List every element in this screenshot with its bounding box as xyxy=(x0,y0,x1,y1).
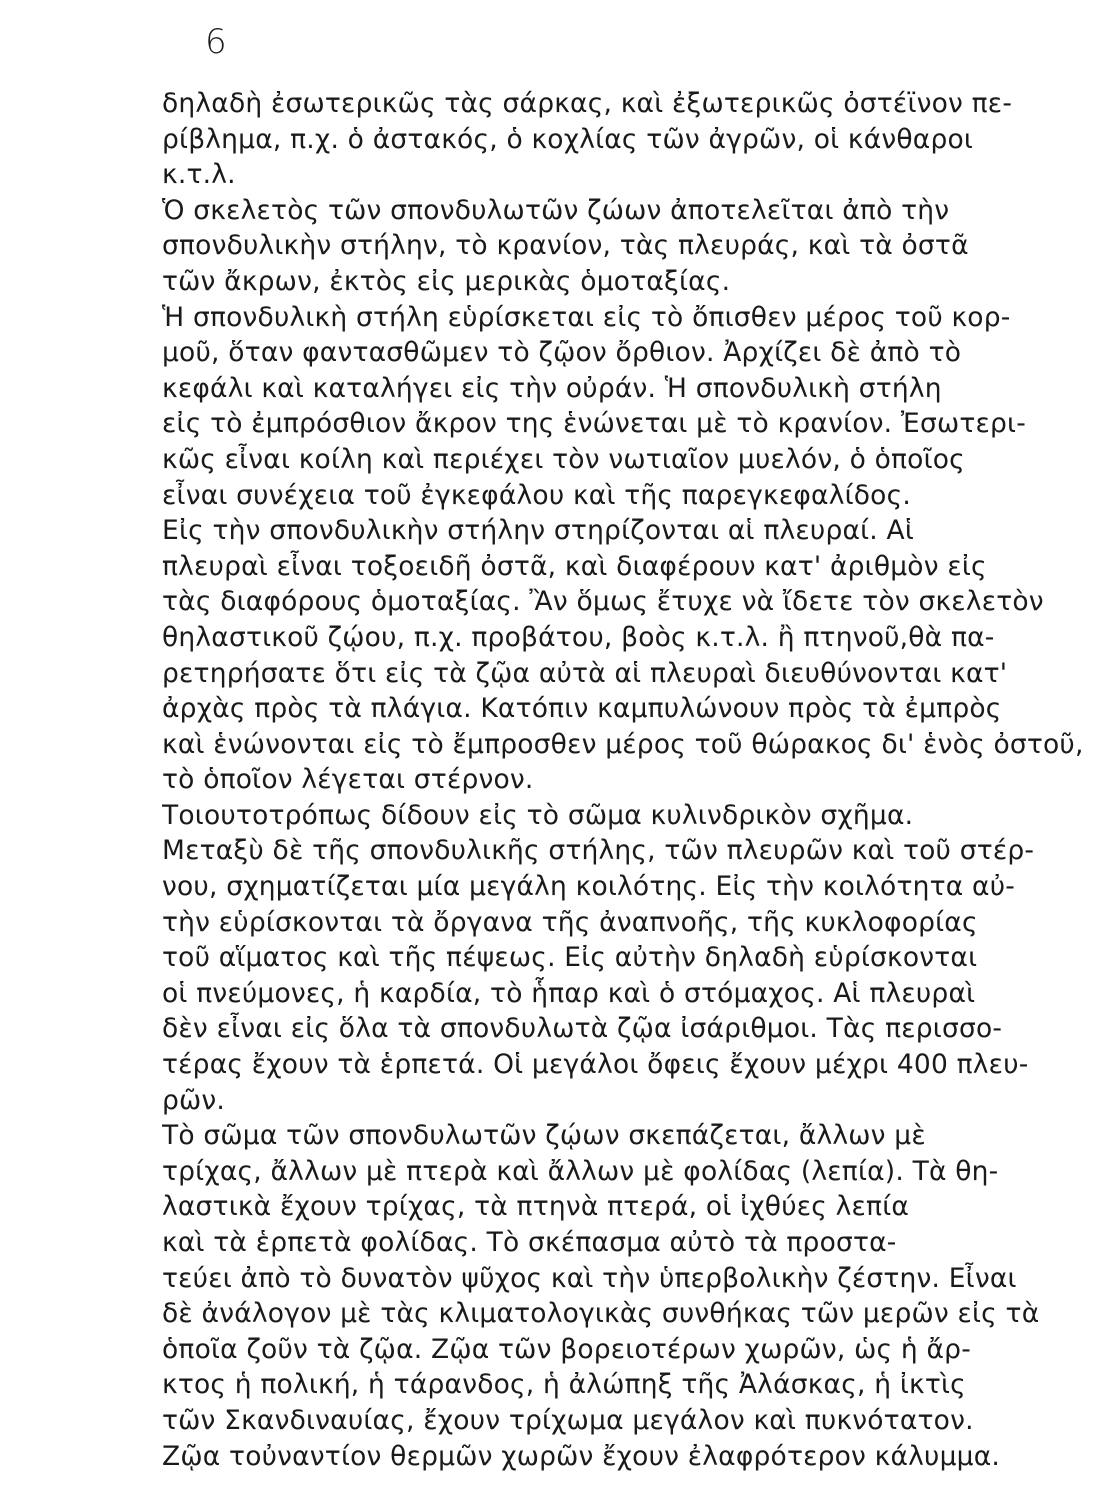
text-line: τέρας ἔχουν τὰ ἑρπετά. Οἱ μεγάλοι ὄφεις ἔχουν μέχρι 400 πλευ- xyxy=(162,1049,1029,1081)
text-line: τῶν ἄκρων, ἐκτὸς εἰς μερικὰς ὁμοταξίας. xyxy=(162,265,731,297)
text-line: Μεταξὺ δὲ τῆς σπονδυλικῆς στήλης, τῶν πλευρῶν καὶ τοῦ στέρ- xyxy=(162,835,1035,867)
text-line: τῶν Σκανδιναυίας, ἔχουν τρίχωμα μεγάλον καὶ πυκνότατον. xyxy=(162,1404,974,1436)
text-line: τὴν εὑρίσκονται τὰ ὄργανα τῆς ἀναπνοῆς, τῆς κυκλοφορίας xyxy=(162,906,978,938)
text-line: τοῦ αἵματος καὶ τῆς πέψεως. Εἰς αὐτὴν δηλαδὴ εὑρίσκονται xyxy=(162,942,978,974)
text-line: δὲν εἶναι εἰς ὅλα τὰ σπονδυλωτὰ ζῷα ἰσάριθμοι. Τὰς περισσο- xyxy=(162,1013,1003,1045)
text-line: Τοιουτοτρόπως δίδουν εἰς τὸ σῶμα κυλινδρικὸν σχῆμα. xyxy=(162,799,914,831)
text-line: δηλαδὴ ἐσωτερικῶς τὰς σάρκας, καὶ ἐξωτερικῶς ὀστέϊνον πε- xyxy=(162,88,1013,119)
text-line: Εἰς τὴν σπονδυλικὴν στήλην στηρίζονται αἱ πλευραί. Αἱ xyxy=(162,515,915,547)
text-line: νου, σχηματίζεται μία μεγάλη κοιλότης. Εἰς τὴν κοιλότητα αὐ- xyxy=(162,871,1016,903)
text-line: Ζῷα τοὐναντίον θερμῶν χωρῶν ἔχουν ἐλαφρότερον κάλυμμα. xyxy=(162,1440,1000,1472)
text-line: καὶ τὰ ἑρπετὰ φολίδας. Τὸ σκέπασμα αὐτὸ τὰ προστα- xyxy=(162,1227,897,1258)
text-line: σπονδυλικὴν στήλην, τὸ κρανίον, τὰς πλευράς, καὶ τὰ ὀστᾶ xyxy=(162,230,969,262)
text-line: λαστικὰ ἔχουν τρίχας, τὰ πτηνὰ πτερά, οἱ ἰχθύες λεπία xyxy=(162,1191,910,1223)
text-line: εἰς τὸ ἐμπρόσθιον ἄκρον της ἑνώνεται μὲ τὸ κρανίον. Ἐσωτερι- xyxy=(162,408,1026,440)
text-line: Ὁ σκελετὸς τῶν σπονδυλωτῶν ζώων ἀποτελεῖται ἀπὸ τὴν xyxy=(162,194,950,226)
text-line: εἶναι συνέχεια τοῦ ἐγκεφάλου καὶ τῆς παρεγκεφαλίδος. xyxy=(162,479,911,511)
text-line: ρίβλημα, π.χ. ὁ ἀστακός, ὁ κοχλίας τῶν ἀγρῶν, οἱ κάνθαροι xyxy=(162,123,974,155)
text-line: δὲ ἀνάλογον μὲ τὰς κλιματολογικὰς συνθήκας τῶν μερῶν εἰς τὰ xyxy=(162,1298,1040,1330)
text-line: τρίχας, ἄλλων μὲ πτερὰ καὶ ἄλλων μὲ φολίδας (λεπία). Τὰ θη- xyxy=(162,1155,999,1187)
text-line: τὸ ὁποῖον λέγεται στέρνον. xyxy=(162,764,534,796)
text-line: πλευραὶ εἶναι τοξοειδῆ ὀστᾶ, καὶ διαφέρουν κατ' ἀριθμὸν εἰς xyxy=(162,550,987,582)
text-line: ἀρχὰς πρὸς τὰ πλάγια. Κατόπιν καμπυλώνουν πρὸς τὰ ἐμπρὸς xyxy=(162,693,1002,725)
text-line: κεφάλι καὶ καταλήγει εἰς τὴν οὐράν. Ἡ σπονδυλικὴ στήλη xyxy=(162,372,942,404)
text-line: Ἡ σπονδυλικὴ στήλη εὑρίσκεται εἰς τὸ ὄπισθεν μέρος τοῦ κορ- xyxy=(162,301,1011,333)
text-line: θηλαστικοῦ ζῴου, π.χ. προβάτου, βοὸς κ.τ.λ. ἢ πτηνοῦ,θὰ πα- xyxy=(162,621,995,653)
text-line: ρετηρήσατε ὅτι εἰς τὰ ζῷα αὐτὰ αἱ πλευραὶ διευθύνονται κατ' xyxy=(162,657,1008,689)
text-line: κτος ἡ πολική, ἡ τάρανδος, ἡ ἀλώπηξ τῆς Ἀλάσκας, ἡ ἰκτὶς xyxy=(162,1369,966,1401)
text-line: ρῶν. xyxy=(162,1084,226,1116)
text-line: Τὸ σῶμα τῶν σπονδυλωτῶν ζῴων σκεπάζεται, ἄλλων μὲ xyxy=(162,1120,926,1152)
text-line: ὁποῖα ζοῦν τὰ ζῷα. Ζῷα τῶν βορειοτέρων χωρῶν, ὡς ἡ ἄρ- xyxy=(162,1333,971,1365)
text-line: τὰς διαφόρους ὁμοταξίας. Ἂν ὅμως ἔτυχε νὰ ἴδετε τὸν σκελετὸν xyxy=(162,586,1044,618)
text-line: τεύει ἀπὸ τὸ δυνατὸν ψῦχος καὶ τὴν ὑπερβολικὴν ζέστην. Εἶναι xyxy=(162,1262,1017,1294)
text-line: καὶ ἑνώνονται εἰς τὸ ἔμπροσθεν μέρος τοῦ θώρακος δι' ἑνὸς ὀστοῦ, xyxy=(162,728,1084,760)
text-line: κῶς εἶναι κοίλη καὶ περιέχει τὸν νωτιαῖον μυελόν, ὁ ὁποῖος xyxy=(162,443,965,475)
text-line: οἱ πνεύμονες, ἡ καρδία, τὸ ἧπαρ καὶ ὁ στόμαχος. Αἱ πλευραὶ xyxy=(162,977,976,1009)
body-text xyxy=(162,86,1112,1474)
text-line: κ.τ.λ. xyxy=(162,159,236,191)
page-number: 6 xyxy=(205,22,227,62)
text-line: μοῦ, ὅταν φαντασθῶμεν τὸ ζῷον ὄρθιον. Ἀρχίζει δὲ ἀπὸ τὸ xyxy=(162,337,962,369)
